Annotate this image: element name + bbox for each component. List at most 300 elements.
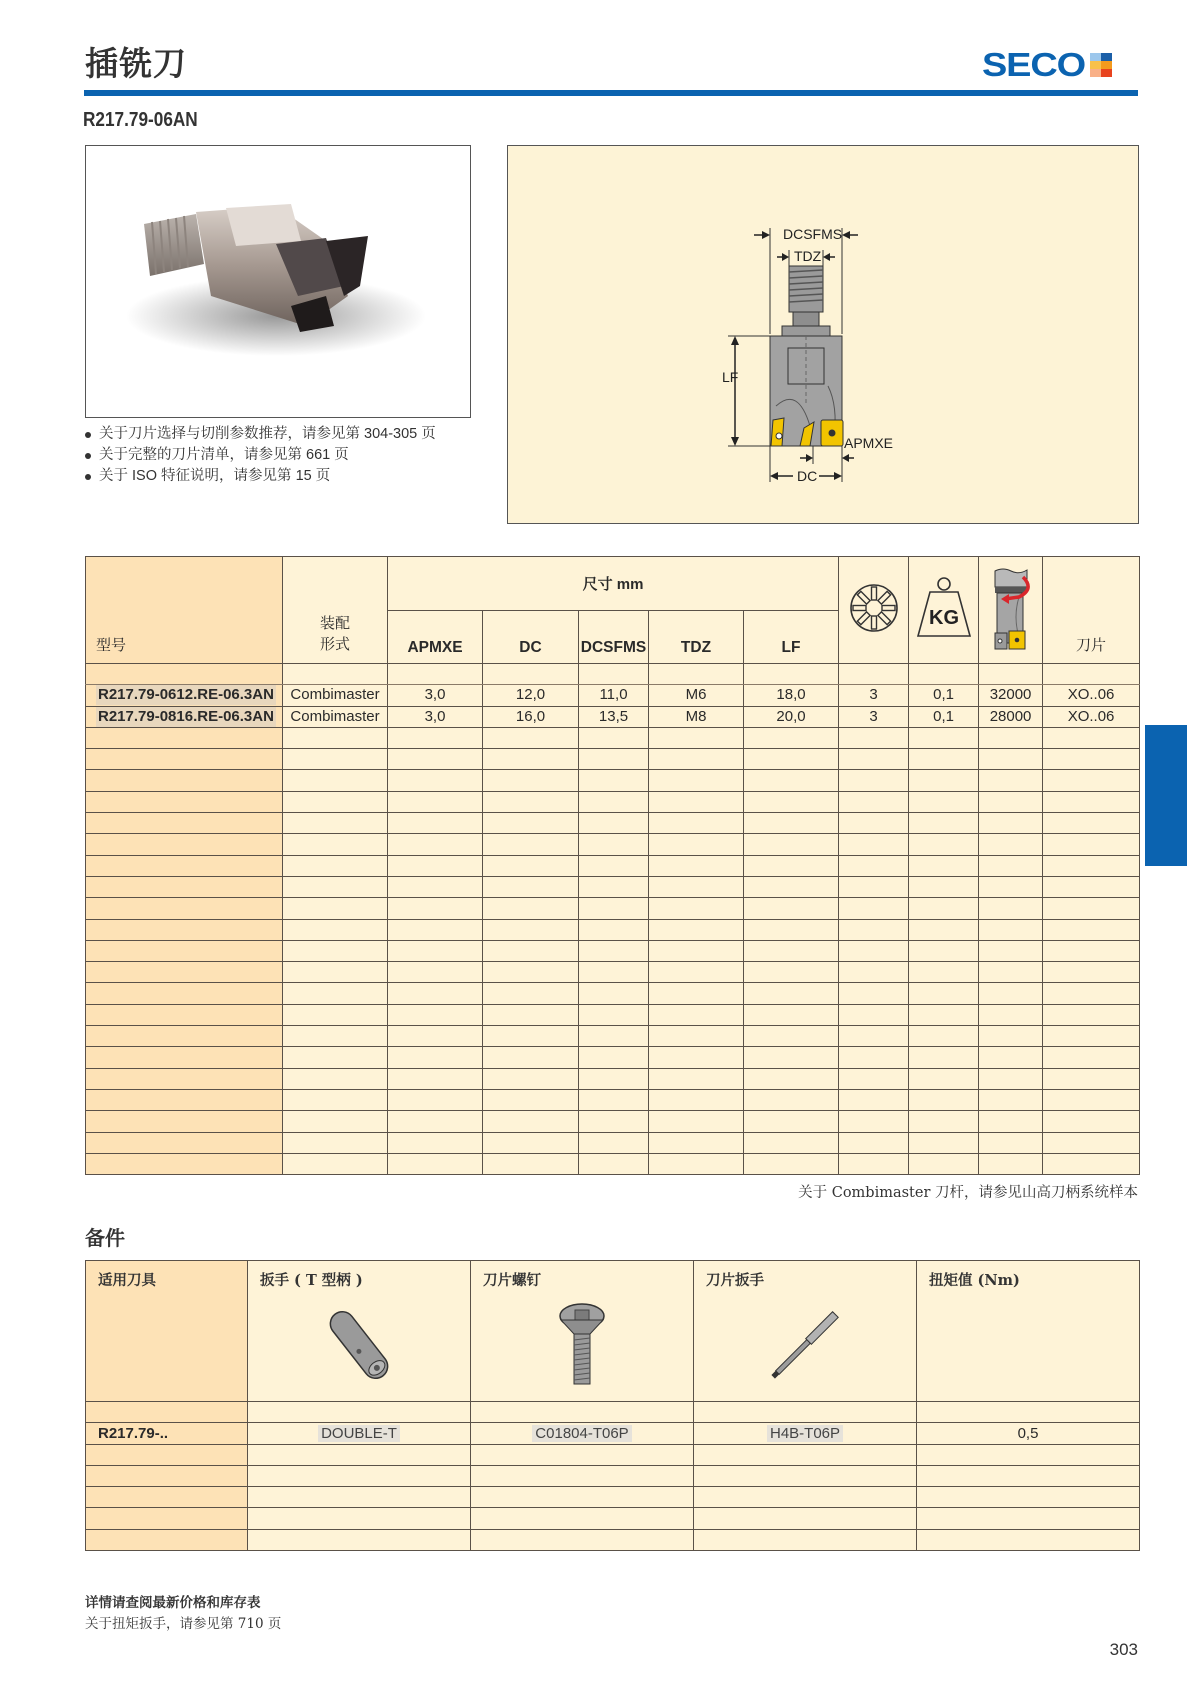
empty-cell bbox=[649, 813, 744, 834]
cell-teeth: 3 bbox=[839, 685, 909, 706]
empty-cell bbox=[471, 1444, 694, 1465]
empty-cell bbox=[86, 1444, 248, 1465]
empty-cell bbox=[909, 791, 979, 812]
empty-cell bbox=[283, 1026, 388, 1047]
empty-cell bbox=[471, 1529, 694, 1550]
empty-cell bbox=[579, 983, 649, 1004]
empty-cell bbox=[649, 749, 744, 770]
brand-name: SECO bbox=[982, 46, 1085, 83]
empty-cell bbox=[649, 1047, 744, 1068]
empty-cell bbox=[649, 919, 744, 940]
empty-row bbox=[86, 1068, 1140, 1089]
empty-cell bbox=[979, 876, 1043, 897]
empty-cell bbox=[579, 962, 649, 983]
cell-mount: Combimaster bbox=[283, 685, 388, 706]
empty-cell bbox=[649, 983, 744, 1004]
empty-cell bbox=[283, 1068, 388, 1089]
empty-row bbox=[86, 940, 1140, 961]
empty-cell bbox=[909, 1132, 979, 1153]
empty-cell bbox=[839, 1111, 909, 1132]
empty-cell bbox=[909, 1153, 979, 1174]
header-torque bbox=[917, 1261, 1140, 1402]
empty-cell bbox=[979, 1068, 1043, 1089]
empty-cell bbox=[86, 855, 283, 876]
weight-kg-label: KG bbox=[928, 607, 959, 629]
cell-kg: 0,1 bbox=[909, 706, 979, 727]
empty-cell bbox=[839, 834, 909, 855]
note-insert-list: 关于完整的刀片清单，请参见第 661 页 bbox=[85, 445, 436, 466]
empty-cell bbox=[388, 1089, 483, 1110]
empty-cell bbox=[744, 770, 839, 791]
empty-cell bbox=[694, 1487, 917, 1508]
empty-cell bbox=[744, 791, 839, 812]
empty-cell bbox=[839, 813, 909, 834]
empty-cell bbox=[483, 962, 579, 983]
table-row[interactable] bbox=[86, 685, 1140, 706]
header-applicable-tool-label: 适用刀具 bbox=[98, 1272, 156, 1289]
header-dcsfms: DCSFMS bbox=[579, 611, 649, 664]
empty-cell bbox=[839, 876, 909, 897]
empty-cell bbox=[388, 940, 483, 961]
empty-cell bbox=[917, 1444, 1140, 1465]
empty-row bbox=[86, 1465, 1140, 1486]
empty-cell bbox=[979, 727, 1043, 748]
empty-cell bbox=[388, 898, 483, 919]
empty-cell bbox=[283, 834, 388, 855]
max-rpm-icon bbox=[989, 567, 1033, 653]
empty-row bbox=[86, 791, 1140, 812]
empty-cell bbox=[579, 876, 649, 897]
empty-cell bbox=[1043, 1153, 1140, 1174]
empty-cell bbox=[86, 1047, 283, 1068]
empty-cell bbox=[471, 1508, 694, 1529]
empty-cell bbox=[483, 1089, 579, 1110]
empty-cell bbox=[839, 962, 909, 983]
empty-cell bbox=[248, 1508, 471, 1529]
empty-cell bbox=[579, 791, 649, 812]
empty-cell bbox=[483, 983, 579, 1004]
empty-cell bbox=[483, 791, 579, 812]
cell-t-wrench[interactable] bbox=[248, 1423, 471, 1444]
empty-rows bbox=[86, 727, 1140, 1174]
empty-row bbox=[86, 962, 1140, 983]
cell-insert: XO..06 bbox=[1043, 706, 1140, 727]
empty-cell bbox=[744, 1153, 839, 1174]
empty-cell bbox=[283, 898, 388, 919]
empty-cell bbox=[744, 727, 839, 748]
empty-cell bbox=[649, 962, 744, 983]
empty-cell bbox=[248, 1487, 471, 1508]
empty-cell bbox=[839, 791, 909, 812]
empty-cell bbox=[388, 983, 483, 1004]
empty-cell bbox=[283, 813, 388, 834]
empty-cell bbox=[649, 940, 744, 961]
empty-cell bbox=[86, 1026, 283, 1047]
footer-price-note: 详情请查阅最新价格和库存表 bbox=[85, 1595, 261, 1611]
empty-cell bbox=[86, 727, 283, 748]
empty-cell bbox=[283, 962, 388, 983]
empty-cell bbox=[579, 1068, 649, 1089]
empty-cell bbox=[694, 1465, 917, 1486]
empty-cell bbox=[483, 1132, 579, 1153]
empty-row bbox=[86, 919, 1140, 940]
note-insert-selection: 关于刀片选择与切削参数推荐，请参见第 304-305 页 bbox=[85, 424, 436, 445]
header-weight bbox=[909, 557, 979, 664]
empty-cell bbox=[839, 1153, 909, 1174]
empty-cell bbox=[483, 940, 579, 961]
empty-cell bbox=[579, 940, 649, 961]
combimaster-note: 关于 Combimaster 刀杆，请参见山高刀柄系统样本 bbox=[798, 1185, 1138, 1201]
empty-cell bbox=[86, 834, 283, 855]
cell-kg: 0,1 bbox=[909, 685, 979, 706]
empty-cell bbox=[483, 855, 579, 876]
empty-cell bbox=[839, 749, 909, 770]
empty-cell bbox=[744, 1111, 839, 1132]
empty-cell bbox=[979, 791, 1043, 812]
empty-cell bbox=[744, 855, 839, 876]
cell-rpm: 32000 bbox=[979, 685, 1043, 706]
empty-cell bbox=[649, 1111, 744, 1132]
empty-cell bbox=[909, 770, 979, 791]
part-code-t-wrench[interactable]: DOUBLE-T bbox=[318, 1425, 400, 1442]
empty-cell bbox=[917, 1487, 1140, 1508]
empty-row bbox=[86, 1111, 1140, 1132]
empty-cell bbox=[388, 855, 483, 876]
empty-cell bbox=[388, 834, 483, 855]
empty-cell bbox=[979, 1047, 1043, 1068]
empty-cell bbox=[86, 876, 283, 897]
header-t-wrench bbox=[248, 1261, 471, 1402]
empty-cell bbox=[483, 813, 579, 834]
empty-row bbox=[86, 1444, 1140, 1465]
empty-cell bbox=[283, 1004, 388, 1025]
empty-cell bbox=[649, 1089, 744, 1110]
empty-cell bbox=[694, 1508, 917, 1529]
empty-cell bbox=[86, 1487, 248, 1508]
cell-model[interactable] bbox=[86, 706, 283, 727]
logo-color-squares-icon bbox=[1090, 53, 1112, 77]
model-code[interactable]: R217.79-0816.RE-06.3AN bbox=[98, 707, 274, 725]
empty-cell bbox=[839, 898, 909, 919]
empty-cell bbox=[388, 1111, 483, 1132]
empty-cell bbox=[744, 813, 839, 834]
product-photo bbox=[85, 145, 471, 418]
empty-cell bbox=[649, 1153, 744, 1174]
empty-cell bbox=[86, 1465, 248, 1486]
empty-cell bbox=[744, 834, 839, 855]
empty-cell bbox=[388, 919, 483, 940]
empty-cell bbox=[579, 1089, 649, 1110]
empty-cell bbox=[744, 1089, 839, 1110]
spare-parts-table bbox=[85, 1260, 1140, 1551]
product-table bbox=[85, 556, 1140, 1175]
label-apmxe: APMXE bbox=[844, 435, 894, 451]
empty-cell bbox=[979, 1111, 1043, 1132]
empty-cell bbox=[1043, 919, 1140, 940]
cell-dc: 12,0 bbox=[483, 685, 579, 706]
empty-cell bbox=[483, 1004, 579, 1025]
spacer-row bbox=[86, 1402, 1140, 1423]
empty-cell bbox=[283, 727, 388, 748]
empty-cell bbox=[909, 1111, 979, 1132]
empty-cell bbox=[909, 813, 979, 834]
empty-cell bbox=[744, 1004, 839, 1025]
empty-cell bbox=[979, 1004, 1043, 1025]
empty-cell bbox=[579, 770, 649, 791]
empty-cell bbox=[388, 770, 483, 791]
empty-cell bbox=[86, 898, 283, 919]
cell-teeth: 3 bbox=[839, 706, 909, 727]
empty-cell bbox=[1043, 727, 1140, 748]
empty-cell bbox=[917, 1529, 1140, 1550]
empty-cell bbox=[1043, 1132, 1140, 1153]
empty-cell bbox=[1043, 1047, 1140, 1068]
empty-row bbox=[86, 876, 1140, 897]
label-lf: LF bbox=[722, 369, 739, 385]
empty-cell bbox=[579, 813, 649, 834]
spare-parts-row[interactable] bbox=[86, 1423, 1140, 1444]
empty-cell bbox=[1043, 962, 1140, 983]
empty-cell bbox=[839, 983, 909, 1004]
empty-cell bbox=[909, 940, 979, 961]
empty-cell bbox=[579, 855, 649, 876]
empty-cell bbox=[979, 1026, 1043, 1047]
cell-insert-screw[interactable] bbox=[471, 1423, 694, 1444]
empty-cell bbox=[483, 749, 579, 770]
header-dc: DC bbox=[483, 611, 579, 664]
empty-cell bbox=[744, 1132, 839, 1153]
empty-cell bbox=[1043, 1026, 1140, 1047]
cell-dc: 16,0 bbox=[483, 706, 579, 727]
footer-torque-wrench-note: 关于扭矩扳手，请参见第 710 页 bbox=[85, 1616, 282, 1632]
empty-cell bbox=[839, 855, 909, 876]
empty-cell bbox=[979, 983, 1043, 1004]
cell-dcsfms: 11,0 bbox=[579, 685, 649, 706]
empty-row bbox=[86, 1153, 1140, 1174]
empty-row bbox=[86, 770, 1140, 791]
empty-cell bbox=[471, 1465, 694, 1486]
empty-cell bbox=[909, 983, 979, 1004]
empty-row bbox=[86, 855, 1140, 876]
header-tdz: TDZ bbox=[649, 611, 744, 664]
empty-cell bbox=[649, 855, 744, 876]
empty-cell bbox=[744, 940, 839, 961]
empty-cell bbox=[388, 749, 483, 770]
empty-cell bbox=[1043, 791, 1140, 812]
empty-cell bbox=[744, 1026, 839, 1047]
cell-mount: Combimaster bbox=[283, 706, 388, 727]
cell-insert-key[interactable] bbox=[694, 1423, 917, 1444]
section-tab-marker bbox=[1145, 725, 1187, 866]
empty-cell bbox=[649, 791, 744, 812]
empty-cell bbox=[979, 855, 1043, 876]
note-iso-features: 关于 ISO 特征说明，请参见第 15 页 bbox=[85, 466, 436, 487]
empty-row bbox=[86, 813, 1140, 834]
part-code-insert-screw[interactable]: C01804-T06P bbox=[532, 1425, 631, 1442]
empty-cell bbox=[649, 1026, 744, 1047]
header-teeth bbox=[839, 557, 909, 664]
header-mount bbox=[283, 557, 388, 664]
empty-cell bbox=[86, 1529, 248, 1550]
empty-cell bbox=[744, 898, 839, 919]
empty-cell bbox=[86, 1068, 283, 1089]
empty-rows bbox=[86, 1444, 1140, 1550]
empty-cell bbox=[579, 1004, 649, 1025]
empty-row bbox=[86, 983, 1140, 1004]
cell-dcsfms: 13,5 bbox=[579, 706, 649, 727]
empty-cell bbox=[388, 1004, 483, 1025]
model-code[interactable]: R217.79-0612.RE-06.3AN bbox=[98, 686, 274, 704]
empty-cell bbox=[1043, 898, 1140, 919]
empty-cell bbox=[283, 749, 388, 770]
empty-cell bbox=[979, 749, 1043, 770]
empty-row bbox=[86, 1487, 1140, 1508]
empty-row bbox=[86, 1132, 1140, 1153]
empty-cell bbox=[1043, 876, 1140, 897]
empty-cell bbox=[483, 1068, 579, 1089]
empty-cell bbox=[579, 834, 649, 855]
empty-row bbox=[86, 727, 1140, 748]
model-series-title: R217.79-06AN bbox=[83, 109, 198, 131]
empty-cell bbox=[1043, 1004, 1140, 1025]
empty-cell bbox=[483, 919, 579, 940]
header-insert-screw-label: 刀片螺钉 bbox=[483, 1272, 541, 1289]
empty-cell bbox=[248, 1444, 471, 1465]
empty-cell bbox=[1043, 855, 1140, 876]
table-row[interactable] bbox=[86, 706, 1140, 727]
cell-apmxe: 3,0 bbox=[388, 706, 483, 727]
empty-cell bbox=[86, 1111, 283, 1132]
empty-cell bbox=[744, 983, 839, 1004]
empty-cell bbox=[86, 1153, 283, 1174]
empty-cell bbox=[1043, 1111, 1140, 1132]
empty-cell bbox=[979, 919, 1043, 940]
empty-cell bbox=[649, 1068, 744, 1089]
empty-cell bbox=[744, 876, 839, 897]
header-apmxe: APMXE bbox=[388, 611, 483, 664]
empty-cell bbox=[86, 962, 283, 983]
label-dc: DC bbox=[797, 468, 818, 484]
cell-model[interactable] bbox=[86, 685, 283, 706]
empty-cell bbox=[649, 1132, 744, 1153]
empty-cell bbox=[388, 1047, 483, 1068]
empty-cell bbox=[979, 770, 1043, 791]
dimension-diagram bbox=[507, 145, 1139, 524]
empty-cell bbox=[1043, 749, 1140, 770]
empty-cell bbox=[483, 1111, 579, 1132]
empty-cell bbox=[744, 1047, 839, 1068]
header-insert-key-label: 刀片扳手 bbox=[706, 1272, 764, 1289]
empty-cell bbox=[86, 1089, 283, 1110]
empty-cell bbox=[909, 855, 979, 876]
empty-cell bbox=[909, 1026, 979, 1047]
empty-cell bbox=[483, 770, 579, 791]
empty-cell bbox=[1043, 1068, 1140, 1089]
empty-cell bbox=[1043, 940, 1140, 961]
empty-cell bbox=[909, 1004, 979, 1025]
empty-cell bbox=[86, 813, 283, 834]
empty-cell bbox=[579, 1026, 649, 1047]
empty-cell bbox=[909, 876, 979, 897]
empty-cell bbox=[388, 962, 483, 983]
empty-cell bbox=[248, 1465, 471, 1486]
empty-cell bbox=[579, 1153, 649, 1174]
empty-cell bbox=[283, 1047, 388, 1068]
part-code-insert-key[interactable]: H4B-T06P bbox=[767, 1425, 843, 1442]
reference-notes-list bbox=[85, 424, 436, 487]
empty-cell bbox=[649, 1004, 744, 1025]
empty-cell bbox=[579, 919, 649, 940]
empty-cell bbox=[839, 1089, 909, 1110]
empty-cell bbox=[388, 1068, 483, 1089]
empty-cell bbox=[744, 749, 839, 770]
empty-cell bbox=[388, 727, 483, 748]
empty-cell bbox=[1043, 813, 1140, 834]
header-model: 型号 bbox=[86, 557, 283, 664]
empty-cell bbox=[909, 1047, 979, 1068]
cell-tdz: M8 bbox=[649, 706, 744, 727]
empty-cell bbox=[86, 1004, 283, 1025]
cell-tdz: M6 bbox=[649, 685, 744, 706]
empty-row bbox=[86, 834, 1140, 855]
empty-row bbox=[86, 1026, 1140, 1047]
empty-cell bbox=[979, 898, 1043, 919]
label-dcsfms: DCSFMS bbox=[783, 226, 843, 242]
cutter-teeth-icon bbox=[848, 582, 900, 634]
page-number: 303 bbox=[1109, 1640, 1138, 1659]
empty-cell bbox=[839, 1132, 909, 1153]
empty-cell bbox=[839, 727, 909, 748]
insert-screw-icon bbox=[552, 1302, 612, 1388]
header-mount-line2: 形式 bbox=[319, 635, 350, 653]
header-max-rpm bbox=[979, 557, 1043, 664]
header-rule bbox=[84, 90, 1138, 96]
empty-cell bbox=[909, 1068, 979, 1089]
header-applicable-tool bbox=[86, 1261, 248, 1402]
empty-row bbox=[86, 749, 1140, 770]
empty-cell bbox=[483, 727, 579, 748]
empty-cell bbox=[909, 919, 979, 940]
empty-cell bbox=[388, 1132, 483, 1153]
empty-cell bbox=[909, 834, 979, 855]
empty-cell bbox=[649, 876, 744, 897]
empty-cell bbox=[388, 1026, 483, 1047]
empty-cell bbox=[388, 813, 483, 834]
header-insert-screw bbox=[471, 1261, 694, 1402]
empty-cell bbox=[694, 1444, 917, 1465]
empty-cell bbox=[909, 727, 979, 748]
empty-cell bbox=[86, 919, 283, 940]
cell-lf: 18,0 bbox=[744, 685, 839, 706]
header-torque-label: 扭矩值 (Nm) bbox=[929, 1272, 1020, 1289]
cell-lf: 20,0 bbox=[744, 706, 839, 727]
header-lf: LF bbox=[744, 611, 839, 664]
empty-cell bbox=[283, 1132, 388, 1153]
empty-cell bbox=[283, 770, 388, 791]
empty-cell bbox=[839, 1068, 909, 1089]
empty-cell bbox=[694, 1529, 917, 1550]
empty-cell bbox=[471, 1487, 694, 1508]
empty-cell bbox=[388, 791, 483, 812]
empty-cell bbox=[839, 940, 909, 961]
empty-cell bbox=[649, 770, 744, 791]
empty-row bbox=[86, 1508, 1140, 1529]
empty-cell bbox=[283, 919, 388, 940]
empty-cell bbox=[483, 876, 579, 897]
empty-row bbox=[86, 1047, 1140, 1068]
seco-logo bbox=[982, 46, 1112, 84]
empty-cell bbox=[839, 1026, 909, 1047]
